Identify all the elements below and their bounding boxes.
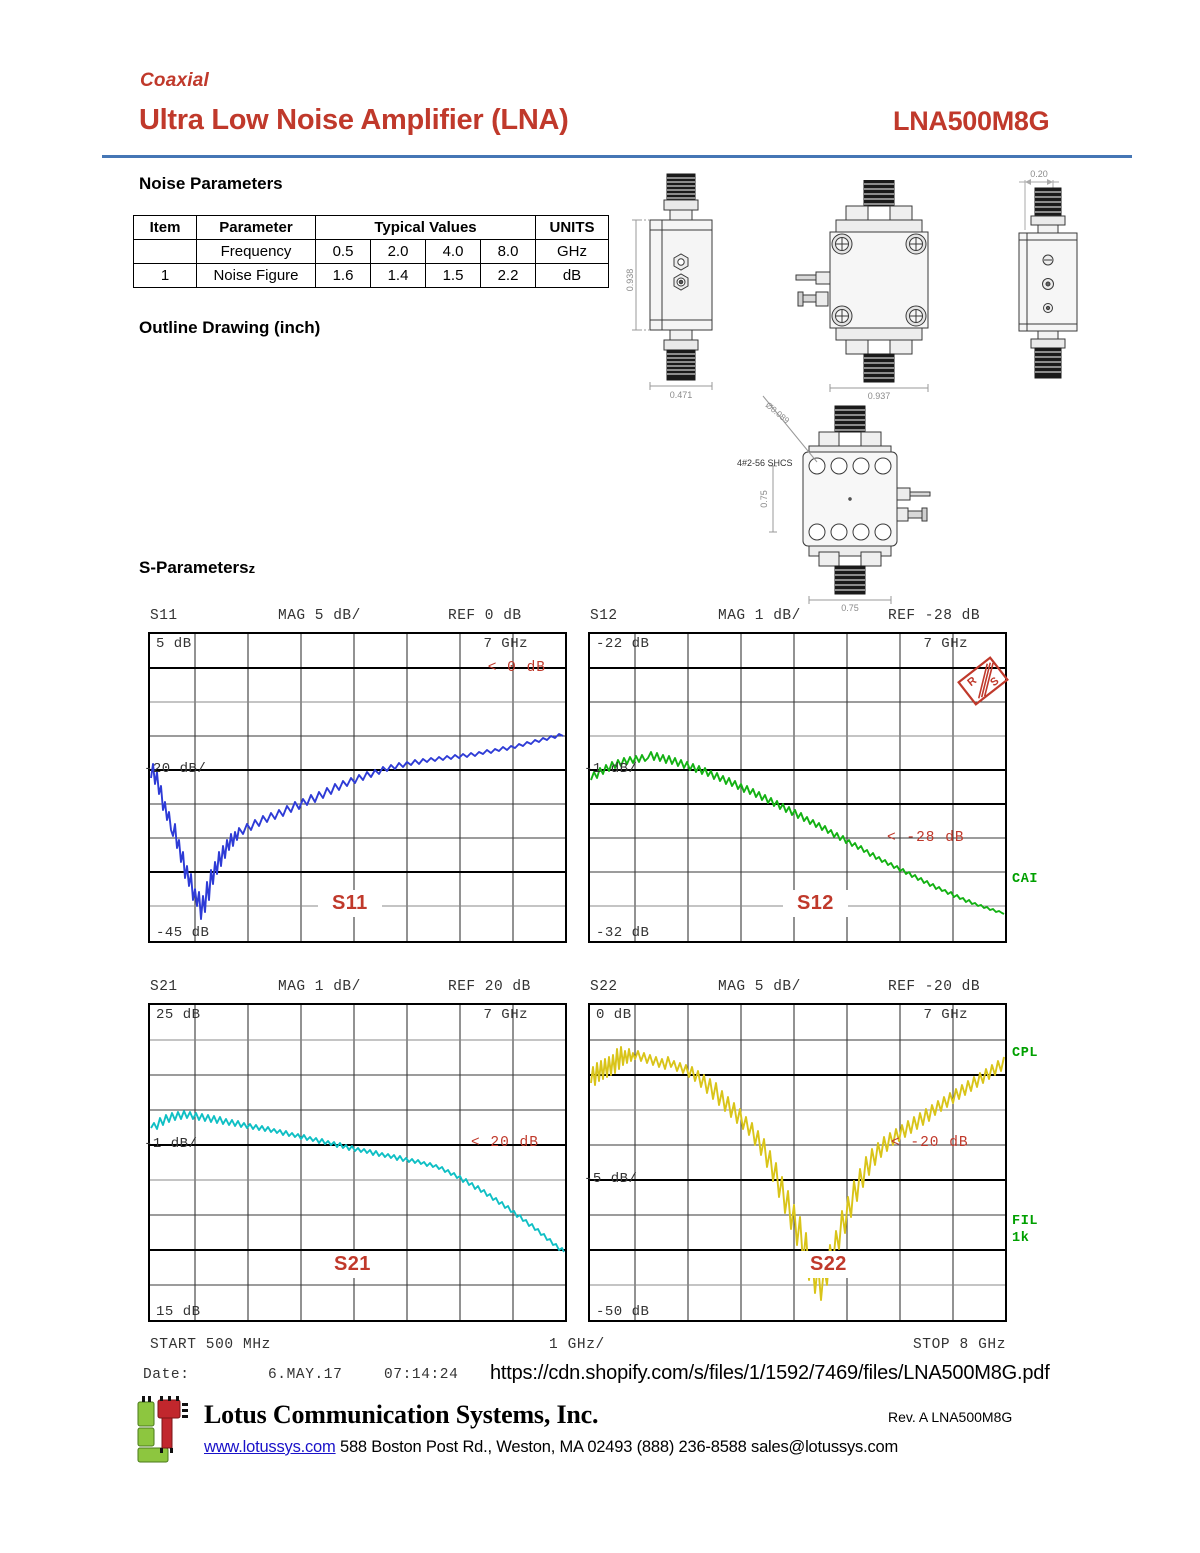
- svg-text:R: R: [965, 674, 980, 690]
- table-row: [134, 240, 609, 264]
- chart-top-label-s21: 25 dB: [156, 1007, 201, 1023]
- chart-title-s22: S22: [796, 1251, 861, 1278]
- chart-param-s12: S12: [590, 608, 618, 624]
- side-label-1k-text: 1k: [1012, 1231, 1030, 1246]
- chart-mid-label-s11: -20 dB/: [144, 761, 207, 777]
- cell-value-1-1: 1.4: [371, 264, 426, 288]
- chart-bottom-label-s22: -50 dB: [596, 1304, 650, 1320]
- chart-bottom-label-s21: 15 dB: [156, 1304, 201, 1320]
- cell-value-1-2: 1.5: [426, 264, 481, 288]
- chart-mid-label-s21: -1 dB/: [144, 1136, 198, 1152]
- chart-s21: [144, 979, 568, 1323]
- chart-annotation-s22: < -20 dB: [891, 1135, 969, 1151]
- chart-header-s12: [588, 608, 1008, 628]
- chart-ref-s11: REF 0 dB: [448, 608, 522, 624]
- sweep-stop: STOP 8 GHz: [913, 1337, 1007, 1353]
- page-title: Ultra Low Noise Amplifier (LNA): [139, 104, 569, 136]
- rohde-schwarz-logo-icon: [956, 654, 1010, 708]
- chart-side-label-cpl-s22: CPL: [1012, 1046, 1039, 1061]
- chart-s12: [584, 608, 1039, 944]
- th-parameter: Parameter: [197, 216, 316, 240]
- chart-s11: [144, 608, 568, 944]
- part-number: LNA500M8G: [893, 106, 1050, 136]
- cell-value-0-2: 4.0: [426, 240, 481, 264]
- chart-s22: [584, 979, 1039, 1323]
- th-units: UNITS: [536, 216, 609, 240]
- chart-marker-label-s12: 7 GHz: [923, 636, 968, 652]
- dim-hole-diameter: Ø0.089: [763, 399, 792, 426]
- chart-header-s21: [148, 979, 568, 999]
- chart-bottom-label-s12: -32 dB: [596, 925, 650, 941]
- chart-marker-label-s11: 7 GHz: [483, 636, 528, 652]
- chart-header-s22: [588, 979, 1008, 999]
- date-label: Date:: [143, 1367, 190, 1383]
- outline-drawing-bottom-view: [735, 392, 950, 612]
- chart-top-label-s12: -22 dB: [596, 636, 650, 652]
- company-website-link[interactable]: www.lotussys.com: [204, 1438, 336, 1456]
- chart-bottom-label-s11: -45 dB: [156, 925, 210, 941]
- chart-marker-label-s21: 7 GHz: [483, 1007, 528, 1023]
- chart-annotation-s21: < 20 dB: [471, 1135, 539, 1151]
- cell-item-0: [134, 240, 197, 264]
- dim-front-height: 0.938: [625, 268, 635, 292]
- cell-value-1-0: 1.6: [316, 264, 371, 288]
- cell-item-1: 1: [134, 264, 197, 288]
- source-url[interactable]: https://cdn.shopify.com/s/files/1/1592/7469/files/LNA500M8G.pdf: [490, 1362, 1050, 1384]
- th-item: Item: [134, 216, 197, 240]
- chart-annotation-s11: < 0 dB: [487, 660, 546, 676]
- svg-text:S: S: [988, 674, 1002, 689]
- note-screw-spec: 4#2-56 SHCS: [737, 458, 793, 468]
- s-parameters-suffix: z: [248, 561, 256, 576]
- chart-param-s21: S21: [150, 979, 178, 995]
- cell-value-1-3: 2.2: [481, 264, 536, 288]
- dim-bottom-height: 0.75: [759, 490, 769, 508]
- side-label-fil-text: FIL: [1012, 1214, 1039, 1229]
- dim-top-width: 0.937: [867, 391, 891, 400]
- time-value: 07:14:24: [384, 1367, 459, 1383]
- table-row: [134, 264, 609, 288]
- chart-annotation-s12: < -28 dB: [887, 830, 965, 846]
- chart-param-s11: S11: [150, 608, 178, 624]
- chart-mag-s22: MAG 5 dB/: [718, 979, 801, 995]
- company-name: Lotus Communication Systems, Inc.: [204, 1400, 599, 1429]
- table-header-row: [134, 216, 609, 240]
- date-value: 6.MAY.17: [268, 1367, 343, 1383]
- section-title-outline-drawing: Outline Drawing (inch): [139, 318, 321, 337]
- company-address: [204, 1438, 898, 1457]
- chart-param-s22: S22: [590, 979, 618, 995]
- chart-mag-s12: MAG 1 dB/: [718, 608, 801, 624]
- section-title-s-parameters: [139, 558, 255, 578]
- section-title-noise-parameters: Noise Parameters: [139, 174, 283, 193]
- chart-side-label-s12: CAI: [1012, 872, 1039, 887]
- cell-units-0: GHz: [536, 240, 609, 264]
- cell-value-0-1: 2.0: [371, 240, 426, 264]
- lotus-logo-icon: [136, 1394, 198, 1464]
- chart-top-label-s11: 5 dB: [156, 636, 192, 652]
- cell-value-0-0: 0.5: [316, 240, 371, 264]
- outline-drawing-top-view: [790, 180, 970, 400]
- cell-value-0-3: 8.0: [481, 240, 536, 264]
- chart-ref-s21: REF 20 dB: [448, 979, 531, 995]
- chart-ref-s22: REF -20 dB: [888, 979, 981, 995]
- cell-parameter-1: Noise Figure: [197, 264, 316, 288]
- chart-mid-label-s12: -1 dB/: [584, 761, 638, 777]
- chart-top-label-s22: 0 dB: [596, 1007, 632, 1023]
- outline-drawing-front-view: [620, 172, 750, 400]
- header-eyebrow: Coaxial: [140, 70, 209, 91]
- cell-parameter-0: Frequency: [197, 240, 316, 264]
- dim-side-width: 0.20: [1030, 169, 1048, 179]
- address-text: 588 Boston Post Rd., Weston, MA 02493 (888) 236-8588 sales@lotussys.com: [339, 1438, 899, 1456]
- chart-mag-s11: MAG 5 dB/: [278, 608, 361, 624]
- s-parameters-label: S-Parameters: [139, 558, 249, 577]
- th-typical-values: Typical Values: [316, 216, 536, 240]
- chart-ref-s12: REF -28 dB: [888, 608, 981, 624]
- chart-mid-label-s22: -5 dB/: [584, 1171, 638, 1187]
- cell-units-1: dB: [536, 264, 609, 288]
- chart-side-label-fil-s22: [1012, 1213, 1038, 1247]
- outline-drawing-side-view: [995, 168, 1115, 383]
- dim-front-width: 0.471: [669, 390, 693, 400]
- header-divider: [102, 155, 1132, 158]
- dim-bottom-width: 0.75: [841, 603, 859, 612]
- chart-header-s11: [148, 608, 568, 628]
- chart-title-s11: S11: [318, 890, 382, 917]
- chart-mag-s21: MAG 1 dB/: [278, 979, 361, 995]
- chart-marker-label-s22: 7 GHz: [923, 1007, 968, 1023]
- trace-s21: [151, 1111, 564, 1252]
- sweep-per-div: 1 GHz/: [549, 1337, 605, 1353]
- chart-title-s12: S12: [783, 890, 848, 917]
- sweep-start: START 500 MHz: [150, 1337, 271, 1353]
- noise-parameters-table: [133, 215, 609, 288]
- revision-label: Rev. A LNA500M8G: [888, 1409, 1013, 1425]
- chart-title-s21: S21: [320, 1251, 385, 1278]
